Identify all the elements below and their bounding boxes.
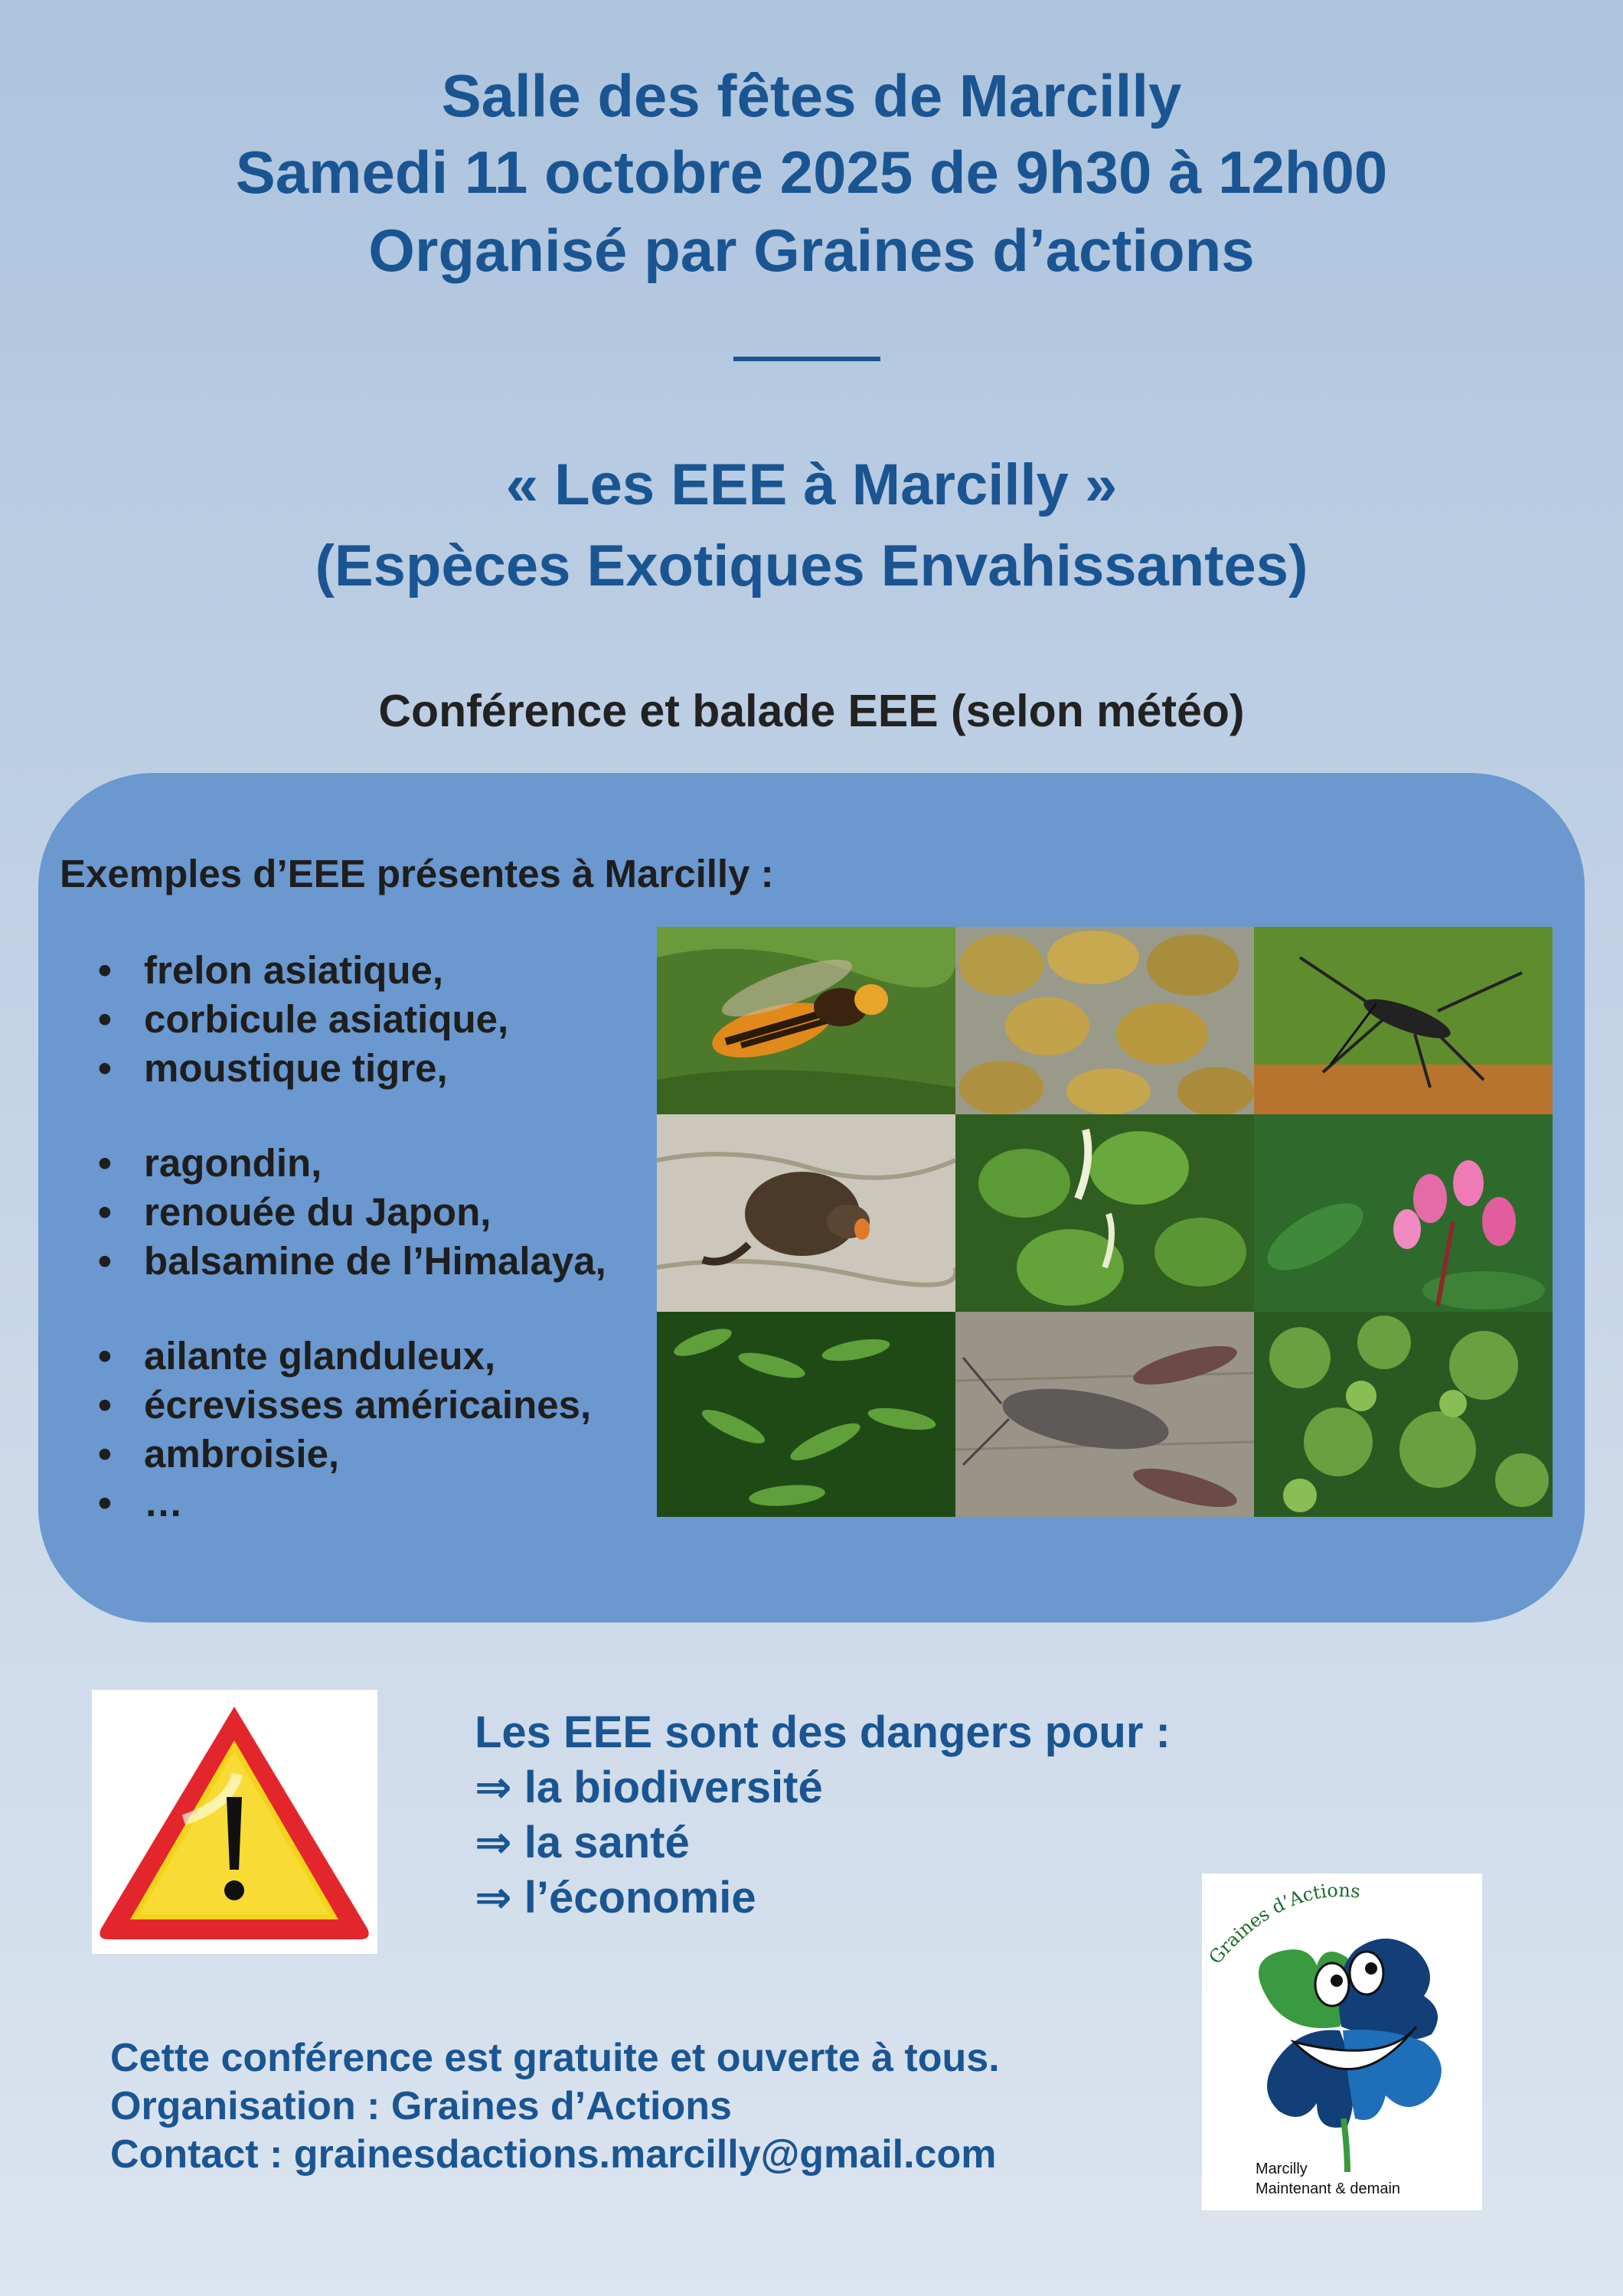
dangers-heading: Les EEE sont des dangers pour : [475,1707,1171,1757]
ailanthus-photo [657,1312,955,1517]
knotweed-photo [955,1114,1254,1312]
balsam-photo [1254,1114,1553,1312]
hornet-photo [657,927,955,1114]
clam-photo [955,927,1254,1114]
crayfish-photo [955,1312,1254,1517]
logo-tagline-text: Maintenant & demain [1256,2180,1401,2197]
date-title: Samedi 11 octobre 2025 de 9h30 à 12h00 [235,139,1388,206]
graines-dactions-logo [1202,1874,1482,2210]
header-divider [733,357,880,361]
species-list-group-3 [98,1332,665,1528]
warning-panel [92,1690,377,1954]
list-item: • renouée du Japon, [98,1188,665,1237]
dangers-block [475,1705,1171,1926]
list-item: • balsamine de l’Himalaya, [98,1237,665,1286]
mosquito-photo [1254,927,1553,1114]
danger-item: ⇒ la biodiversité [475,1763,823,1812]
topic-title: « Les EEE à Marcilly » [505,452,1118,517]
list-item: • ailante glanduleux, [98,1332,665,1381]
warning-icon [92,1690,377,1954]
list-item: • écrevisses américaines, [98,1381,665,1430]
species-photo-grid [657,927,1553,1517]
organization-text: Organisation : Graines d’Actions [110,2084,732,2128]
list-item: • corbicule asiatique, [98,995,665,1044]
topic-subtitle: (Espèces Exotiques Envahissantes) [315,533,1308,598]
danger-item: ⇒ l’économie [475,1873,756,1923]
logo-place-text: Marcilly [1256,2161,1308,2177]
species-list-group-2 [98,1139,665,1286]
footer-info [110,2034,1000,2179]
species-list-group-1 [98,946,665,1093]
contact-text[interactable]: Contact : grainesdactions.marcilly@gmail.com [110,2132,997,2177]
list-item: • ambroisie, [98,1430,665,1479]
ragweed-photo [1254,1312,1553,1517]
examples-heading: Exemples d’EEE présentes à Marcilly : [60,852,774,895]
event-type: Conférence et balade EEE (selon météo) [378,686,1245,736]
organizer-title: Organisé par Graines d’actions [368,217,1255,284]
list-item: • moustique tigre, [98,1044,665,1093]
logo-arc-text: Graines d’Actions [1204,1879,1362,1968]
danger-item: ⇒ la santé [475,1818,690,1867]
free-entry-text: Cette conférence est gratuite et ouverte à tous. [110,2036,1000,2080]
list-item: • frelon asiatique, [98,946,665,995]
venue-title: Salle des fêtes de Marcilly [441,62,1182,129]
nutria-photo [657,1114,955,1312]
list-item: • ragondin, [98,1139,665,1188]
clover-logo-icon [1202,1874,1482,2210]
list-item: • … [98,1479,665,1528]
